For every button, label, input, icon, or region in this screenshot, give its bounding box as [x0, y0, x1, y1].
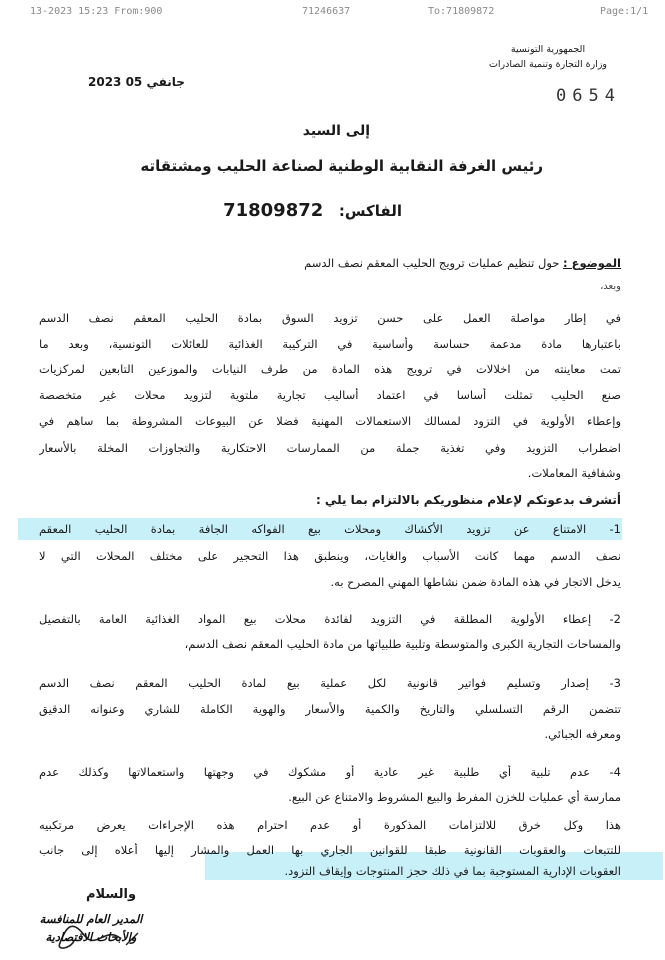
paragraph-line: وإعطاء الأولوية في التزود لمسالك الاستعمالات المهنية فضلا عن البيوعات المشروطة بما ساهم في — [39, 414, 621, 428]
clause-3-line: ومعرفه الجبائي. — [544, 727, 621, 741]
paragraph-line: تمت معاينته من اخلالات في ترويج هذه المادة من طرف النيابات والموزعين التابعين لمركزيات — [39, 362, 621, 376]
signoff: والسلام — [86, 887, 137, 902]
recipient-title: رئيس الغرفة النقابية الوطنية لصناعة الحليب ومشتقاته — [140, 157, 543, 175]
fax-number: 71809872 — [223, 200, 324, 221]
fax-date-time: 13-2023 15:23 From:900 — [30, 6, 163, 17]
reference-number: 0654 — [556, 86, 621, 106]
signatory-title: المدير العام للمنافسة — [39, 912, 143, 926]
subject-text: حول تنظيم عمليات ترويج الحليب المعقم نصف الدسم — [304, 256, 560, 270]
letterhead-country: الجمهورية التونسية — [510, 44, 586, 55]
fax-from-number: 71246637 — [302, 6, 351, 17]
clause-2-line: 2- إعطاء الأولوية المطلقة في التزويد لفائدة محلات بيع المواد الغذائية العامة بالتفصيل — [39, 612, 621, 626]
clause-3-line: تتضمن الرقم التسلسلي والتاريخ والكمية والأسعار والهوية الكاملة للشاري وعنوانه الدقيق — [39, 702, 621, 716]
clause-1-line: نصف الدسم مهما كانت الأسباب والغايات، وينطبق هذا التحجير على مختلف المحلات التي لا — [39, 549, 621, 563]
greeting: وبعد، — [600, 281, 621, 292]
paragraph-line: اضطراب التزويد وفي تغذية جملة من الممارسات الاحتكارية والتجاوزات المخلة بالأسعار — [39, 441, 621, 455]
closing-line: العقوبات الإدارية المستوجبة بما في ذلك حجز المنتوجات وإيقاف التزود. — [284, 864, 621, 878]
letterhead-ministry: وزارة التجارة وتنمية الصادرات — [488, 59, 608, 70]
paragraph-line: وشفافية المعاملات. — [527, 466, 621, 480]
clause-4-line: ممارسة أي عمليات للخزن المفرط والبيع المشروط والامتناع عن البيع. — [288, 790, 621, 804]
clause-4-line: 4- عدم تلبية أي طلبية غير عادية أو مشكوك في وجهتها واستعمالاتها وكذلك عدم — [39, 765, 621, 779]
fax-label: الفاكس: — [338, 202, 402, 220]
signatory-title-2: والأبحاث الاقتصادية — [45, 930, 137, 944]
subject-label: الموضوع : — [563, 256, 621, 270]
paragraph-line: باعتبارها مادة مدعمة حساسة وأساسية في التركيبة الغذائية للعائلات التونسية، وبعد ما — [39, 337, 621, 351]
closing-line: للتتبعات والعقوبات القانونية طبقا للقوانين الجاري بها العمل والمشار إليها أعلاه إلى جانب — [39, 843, 621, 857]
subject-line — [304, 256, 621, 270]
clause-1-line: 1- الامتناع عن تزويد الأكشاك ومحلات بيع الفواكه الجافة بمادة الحليب المعقم — [39, 522, 621, 536]
date-stamp: 2023 جانفي 05 — [88, 75, 185, 89]
fax-page: Page:1/1 — [600, 6, 649, 17]
clause-3-line: 3- إصدار وتسليم فواتير قانونية لكل عملية بيع لمادة الحليب المعقم نصف الدسم — [39, 676, 621, 690]
fax-to-number: To:71809872 — [428, 6, 495, 17]
recipient-salutation: إلى السيد — [302, 123, 370, 139]
letterhead — [473, 42, 623, 72]
closing-line: هذا وكل خرق للالتزامات المذكورة أو عدم احترام هذه الإجراءات يعرض مرتكبيه — [39, 818, 621, 832]
clause-2-line: والمساحات التجارية الكبرى والمتوسطة وتلبية طلبياتها من مادة الحليب المعقم نصف الدسم، — [184, 637, 621, 651]
paragraph-line: في إطار مواصلة العمل على حسن تزويد السوق بمادة الحليب المعقم نصف الدسم — [39, 311, 621, 325]
lead-in: أتشرف بدعوتكم لإعلام منظوريكم بالالتزام بما يلي : — [315, 493, 621, 507]
fax-header — [0, 6, 665, 20]
clause-1-line: يدخل الاتجار في هذه المادة ضمن نشاطها المهني المصرح به. — [330, 575, 621, 589]
recipient-fax — [223, 200, 402, 221]
paragraph-line: صنع الحليب تمثلت أساسا في اعتماد أساليب تجارية ملتوية لتزويد محلات غير متخصصة — [39, 388, 621, 402]
